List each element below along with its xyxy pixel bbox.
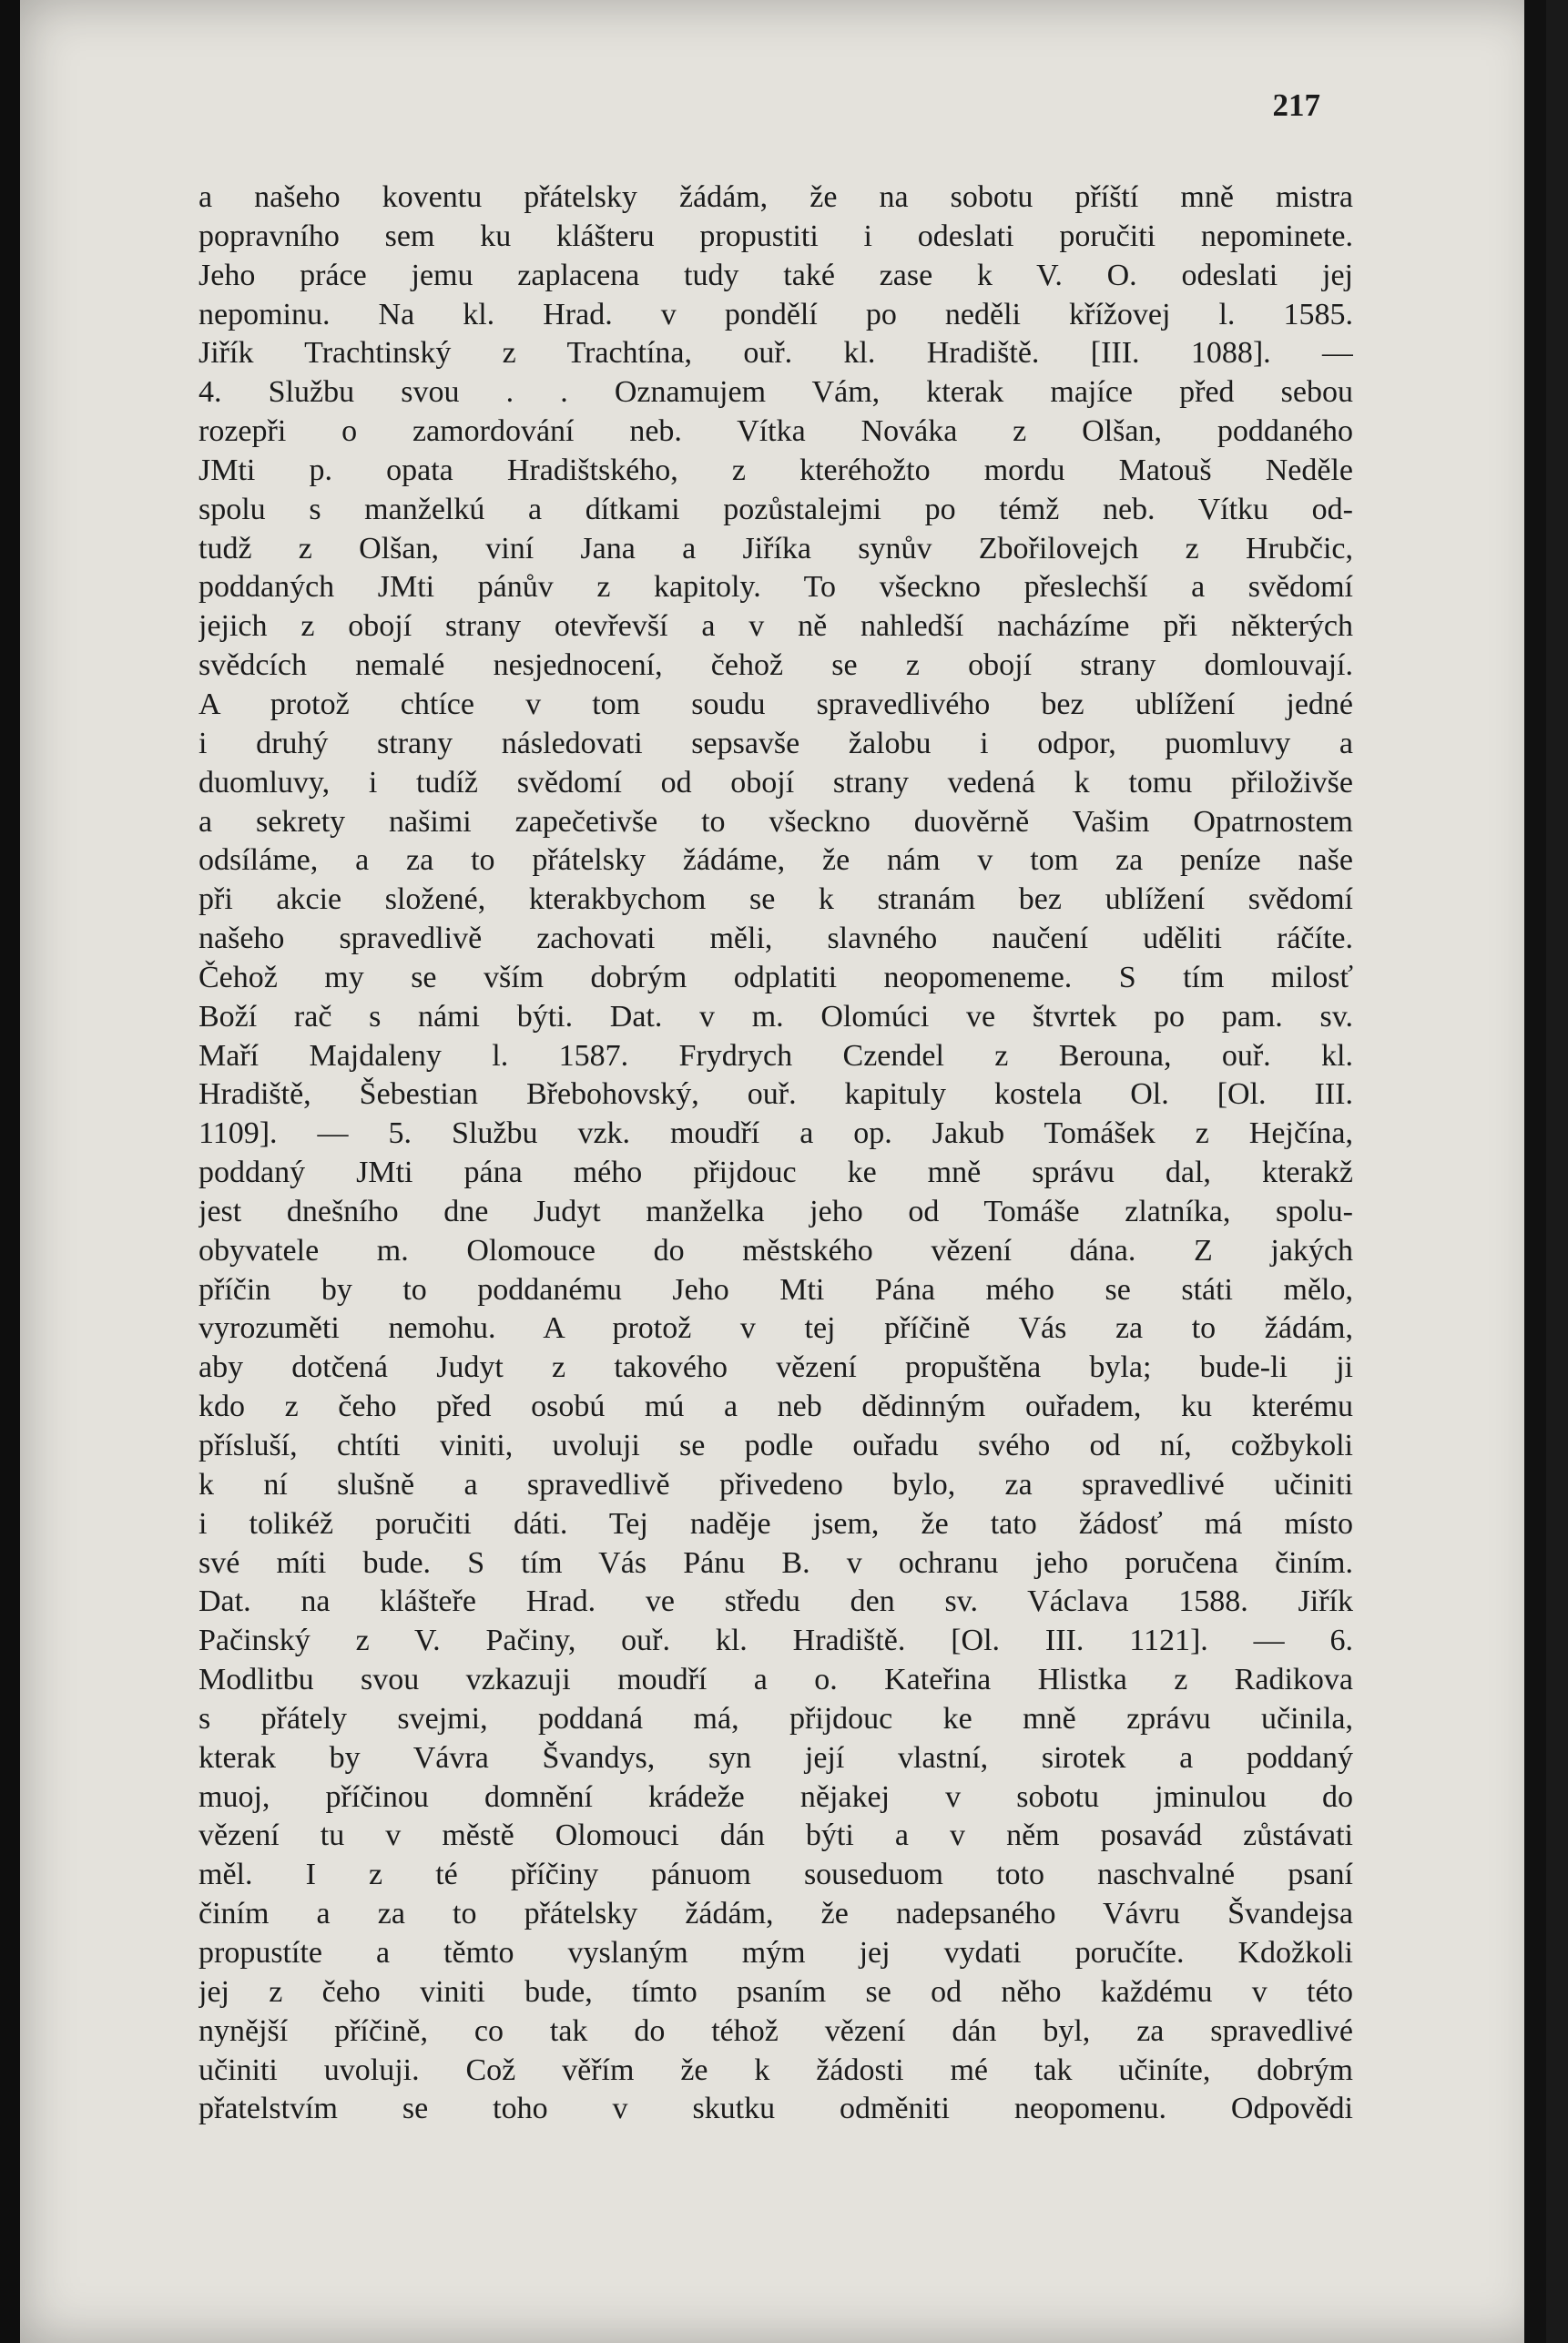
text-line: Pačinský z V. Pačiny, ouř. kl. Hradiště. [Ol. III. 1121]. — 6. <box>199 1624 1353 1658</box>
text-line: a našeho koventu přátelsky žádám, že na sobotu příští mně mistra <box>199 180 1353 214</box>
text-line: i druhý strany následovati sepsavše žalobu i odpor, puomluvy a <box>199 726 1353 760</box>
text-line: poddaných JMti pánův z kapitoly. To všeckno přeslechší a svědomí <box>199 570 1353 605</box>
text-line: jest dnešního dne Judyt manželka jeho od Tomáše zlatníka, spolu- <box>199 1194 1353 1228</box>
text-line: kterak by Vávra Švandys, syn její vlastní, sirotek a poddaný <box>199 1740 1353 1775</box>
text-line: Čehož my se vším dobrým odplatiti neopomeneme. S tím milosť <box>199 960 1353 994</box>
text-line: s přátely svejmi, poddaná má, přijdouc ke mně zprávu učinila, <box>199 1701 1353 1736</box>
text-line: Modlitbu svou vzkazuji moudří a o. Kateřina Hlistka z Radikova <box>199 1663 1353 1697</box>
text-line: vězení tu v městě Olomouci dán býti a v něm posavád zůstávati <box>199 1818 1353 1853</box>
text-line: činím a za to přátelsky žádám, že nadepsaného Vávru Švandejsa <box>199 1897 1353 1931</box>
text-line: k ní slušně a spravedlivě přivedeno bylo, za spravedlivé učiniti <box>199 1467 1353 1502</box>
text-line: 1109]. — 5. Službu vzk. moudří a op. Jakub Tomášek z Hejčína, <box>199 1116 1353 1151</box>
text-line: Jeho práce jemu zaplacena tudy také zase k V. O. odeslati jej <box>199 258 1353 292</box>
text-line: duomluvy, i tudíž svědomí od obojí strany vedená k tomu přiloživše <box>199 765 1353 800</box>
scan-left-edge <box>0 0 20 2343</box>
text-line: popravního sem ku klášteru propustiti i odeslati poručiti nepominete. <box>199 219 1353 253</box>
text-line: své míti bude. S tím Vás Pánu B. v ochranu jeho poručena činím. <box>199 1545 1353 1580</box>
text-line: rozepři o zamordování neb. Vítka Nováka z Olšan, poddaného <box>199 414 1353 449</box>
text-line: i tolikéž poručiti dáti. Tej naděje jsem, že tato žádosť má místo <box>199 1506 1353 1541</box>
text-line: odsíláme, a za to přátelsky žádáme, že nám v tom za peníze naše <box>199 843 1353 878</box>
text-line: nepominu. Na kl. Hrad. v pondělí po neděli křížovej l. 1585. <box>199 297 1353 331</box>
text-line: JMti p. opata Hradištského, z kteréhožto mordu Matouš Neděle <box>199 453 1353 487</box>
text-line: při akcie složené, kterakbychom se k stranám bez ublížení svědomí <box>199 882 1353 917</box>
text-line: našeho spravedlivě zachovati měli, slavného naučení uděliti ráčíte. <box>199 922 1353 956</box>
body-text <box>199 178 1353 2129</box>
text-line: a sekrety našimi zapečetivše to všeckno duověrně Vašim Opatrnostem <box>199 804 1353 839</box>
text-line: jejich z obojí strany otevřevší a v ně nahledší nacházíme při některých <box>199 609 1353 644</box>
text-line: měl. I z té příčiny pánuom souseduom toto naschvalné psaní <box>199 1858 1353 1892</box>
text-line: poddaný JMti pána mého přijdouc ke mně správu dal, kterakž <box>199 1156 1353 1190</box>
text-line: A protož chtíce v tom soudu spravedlivého bez ublížení jedné <box>199 687 1353 721</box>
text-line: Hradiště, Šebestian Břebohovský, ouř. kapituly kostela Ol. [Ol. III. <box>199 1077 1353 1112</box>
text-line: Dat. na klášteře Hrad. ve středu den sv. Václava 1588. Jiřík <box>199 1584 1353 1619</box>
text-line: kdo z čeho před osobú mú a neb dědinným ouřadem, ku kterému <box>199 1390 1353 1424</box>
text-line: učiniti uvoluji. Což věřím že k žádosti mé tak učiníte, dobrým <box>199 2053 1353 2087</box>
text-line: Boží rač s námi býti. Dat. v m. Olomúci ve štvrtek po pam. sv. <box>199 999 1353 1034</box>
text-line: 4. Službu svou . . Oznamujem Vám, kterak majíce před sebou <box>199 375 1353 410</box>
text-line: Maří Majdaleny l. 1587. Frydrych Czendel z Berouna, ouř. kl. <box>199 1038 1353 1073</box>
text-line: obyvatele m. Olomouce do městského vězení dána. Z jakých <box>199 1233 1353 1268</box>
text-line: tudž z Olšan, viní Jana a Jiříka synův Zbořilovejch z Hrubčic, <box>199 531 1353 565</box>
text-line: muoj, příčinou domnění krádeže nějakej v sobotu jminulou do <box>199 1779 1353 1814</box>
text-line: přatelstvím se toho v skutku odměniti neopomenu. Odpovědi <box>199 2092 1353 2126</box>
text-line: jej z čeho viniti bude, tímto psaním se od něho každému v této <box>199 1974 1353 2009</box>
text-line: vyrozuměti nemohu. A protož v tej příčině Vás za to žádám, <box>199 1311 1353 1346</box>
text-line: aby dotčená Judyt z takového vězení propuštěna byla; bude-li ji <box>199 1350 1353 1385</box>
text-line: spolu s manželkú a dítkami pozůstalejmi po témž neb. Vítku od- <box>199 492 1353 526</box>
scan-right-edge <box>1524 0 1546 2343</box>
text-line: svědcích nemalé nesjednocení, čehož se z obojí strany domlouvají. <box>199 648 1353 683</box>
page-number: 217 <box>1272 87 1320 123</box>
text-line: nynější příčině, co tak do téhož vězení dán byl, za spravedlivé <box>199 2013 1353 2048</box>
text-line: příčin by to poddanému Jeho Mti Pána mého se státi mělo, <box>199 1272 1353 1307</box>
text-line: propustíte a těmto vyslaným mým jej vydati poručíte. Kdožkoli <box>199 1935 1353 1970</box>
text-line: Jiřík Trachtinský z Trachtína, ouř. kl. Hradiště. [III. 1088]. — <box>199 336 1353 371</box>
book-page <box>20 0 1546 2343</box>
text-line: přísluší, chtíti viniti, uvoluji se podle ouřadu svého od ní, cožbykoli <box>199 1429 1353 1462</box>
